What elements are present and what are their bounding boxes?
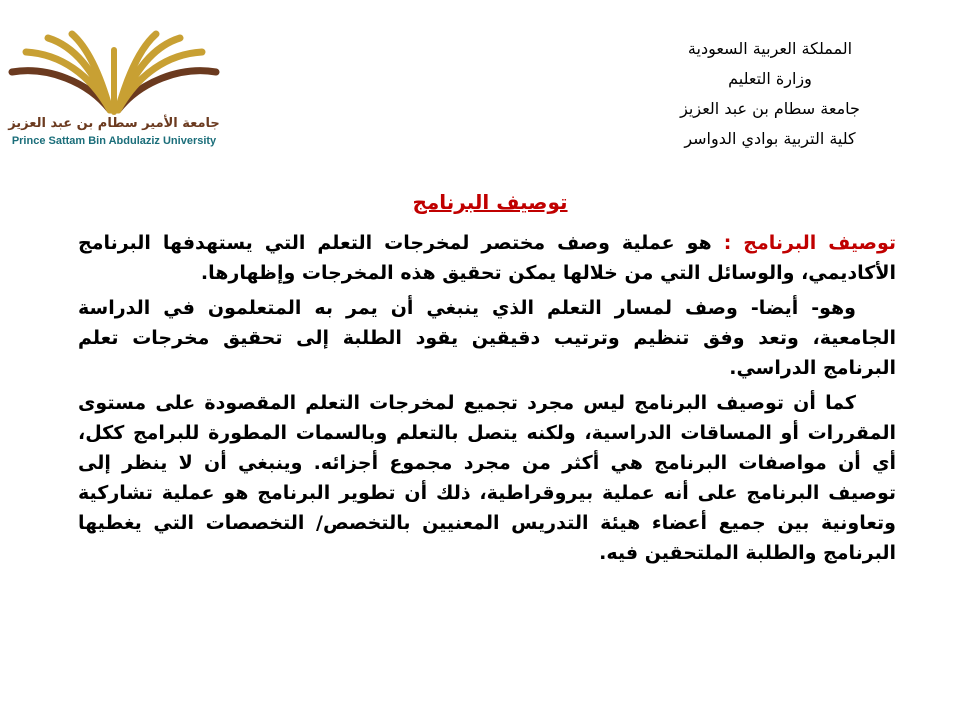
definition-text: هو عملية وصف مختصر لمخرجات التعلم التي يستهدفها البرنامج الأكاديمي، والوسائل التي من خلالها يمكن تحقيق هذه المخرجات وإظهارها.: [78, 232, 896, 284]
book-emblem-icon: [8, 30, 220, 116]
header-country: المملكة العربية السعودية: [687, 39, 853, 58]
page-title: توصيف البرنامج: [412, 190, 568, 214]
header-ministry: وزارة التعليم: [728, 69, 812, 88]
body-text: [78, 228, 896, 573]
university-logo: [8, 30, 220, 155]
paragraph-program-scope: كما أن توصيف البرنامج ليس مجرد تجميع لمخرجات التعلم المقصودة على مستوى المقررات أو المساقات الدراسية، ولكنه يتصل بالتعلم وبالسمات المطورة للبرامج ككل، أي أن مواصفات البرنامج هي أكثر من مجرد مجموع أجزائه. وينبغي أن لا ينظر إلى توصيف البرنامج على أنه عملية بيروقراطية، ذلك أن تطوير البرنامج هو عملية تشاركية وتعاونية بين جميع أعضاء هيئة التدريس المعنيين بالتخصص/ التخصصات التي يغطيها البرنامج والطلبة الملتحقين فيه.: [78, 392, 896, 564]
header-college: كلية التربية بوادي الدواسر: [684, 129, 856, 148]
definition-term: توصيف البرنامج :: [723, 232, 896, 254]
paragraph-learning-path: وهو- أيضا- وصف لمسار التعلم الذي ينبغي أن يمر به المتعلمون في الدراسة الجامعية، وتعد وفق تنظيم وترتيب دقيقين يقود الطلبة إلى تحقيق مخرجات تعلم البرنامج الدراسي.: [78, 297, 896, 379]
paragraph-definition: [78, 228, 896, 288]
logo-arabic-name: جامعة الأمير سطام بن عبد العزيز: [8, 116, 220, 131]
header-university: جامعة سطام بن عبد العزيز: [680, 99, 860, 118]
logo-english-name: Prince Sattam Bin Abdulaziz University: [11, 135, 217, 147]
institution-header: [620, 34, 920, 154]
